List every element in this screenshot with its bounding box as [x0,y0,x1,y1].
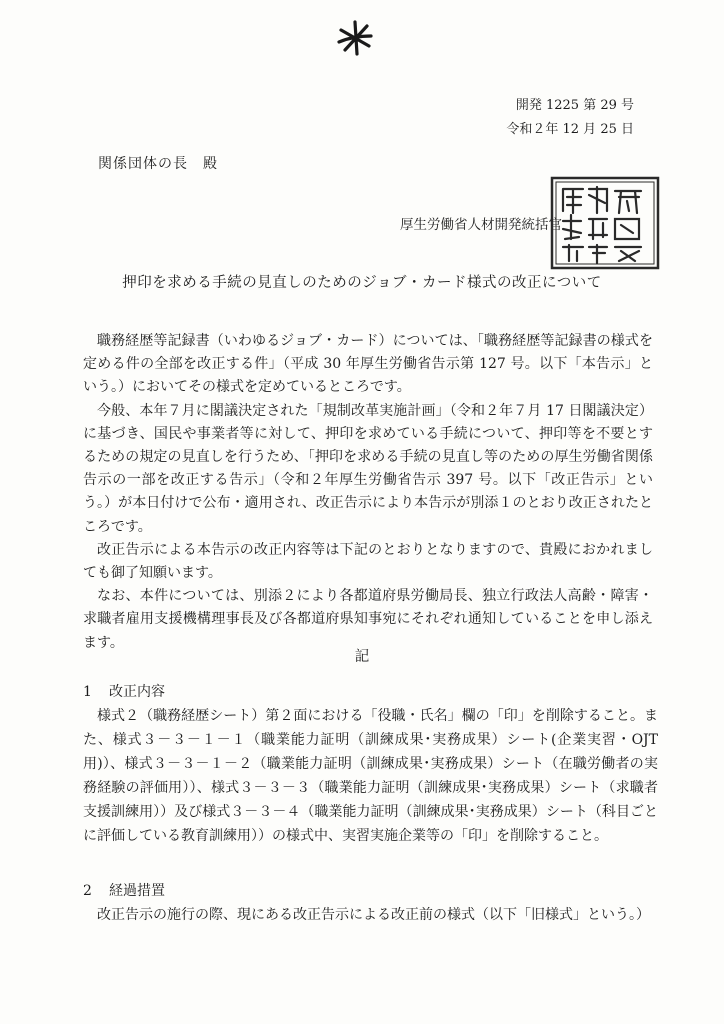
section-1 [83,680,658,848]
addressee: 関係団体の長 殿 [98,156,218,172]
section-text: 改正告示の施行の際、現にある改正告示による改正前の様式（以下「旧様式」という。） [97,907,650,923]
document-date: 令和２年 12 月 25 日 [506,122,634,137]
section-number: 1 [83,684,92,700]
section-heading: 経過措置 [109,883,165,899]
body-paragraph: なお、本件については、別添２により各都道府県労働局長、独立行政法人高齢・障害・求職者雇用支援機構理事長及び各都道府県知事宛にそれぞれ通知していることを申し添えます。 [83,588,653,651]
document-number-block [506,94,634,142]
section-heading: 改正内容 [109,684,165,700]
section-number: 2 [83,883,92,899]
document-number: 開発 1225 第 29 号 [515,98,634,113]
official-seal-icon [549,175,661,271]
section-text: 様式２（職務経歴シート）第２面における「役職・氏名」欄の「印」を削除すること。また、様式３－３－１－１（職業能力証明（訓練成果･実務成果）シート(企業実習・OJT用)）、様式３－３－１－２（職業能力証明（訓練成果･実務成果）シート（在職労働者の実務経験の評価用））、様式３－３－３（職業能力証明（訓練成果･実務成果）シート（求職者支援訓練用））及び様式３－３－４（職業能力証明（訓練成果･実務成果）シート（科目ごとに評価している教育訓練用））の様式中、実習実施企業等の「印」を削除すること。 [83,708,658,844]
handwritten-mark-icon [333,16,377,60]
body-paragraph: 職務経歴等記録書（いわゆるジョブ・カード）については、「職務経歴等記録書の様式を定める件の全部を改正する件」（平成 30 年厚生労働省告示第 127 号。以下「本告示」という。）においてその様式を定めているところです。 [83,333,653,396]
ki-heading: 記 [354,649,370,665]
body-paragraph: 今般、本年７月に閣議決定された「規制改革実施計画」（令和２年７月 17 日閣議決定）に基づき、国民や事業者等に対して、押印を求めている手続について、押印等を不要とするための規定の見直しを行うため、「押印を求める手続の見直し等のための厚生労働省関係告示の一部を改正する告示」（令和２年厚生労働省告示 397 号。以下「改正告示」という。）が本日付けで公布・適用され、改正告示により本告示が別添１のとおり改正されたところです。 [83,402,653,535]
document-title: 押印を求める手続の見直しのためのジョブ・カード様式の改正について [122,275,602,291]
body-paragraph: 改正告示による本告示の改正内容等は下記のとおりとなりますので、貴殿におかれましても御了知願います。 [83,541,653,582]
body-text [83,330,653,655]
issuer: 厚生労働省人材開発統括官 [400,217,562,233]
section-2 [83,879,658,927]
